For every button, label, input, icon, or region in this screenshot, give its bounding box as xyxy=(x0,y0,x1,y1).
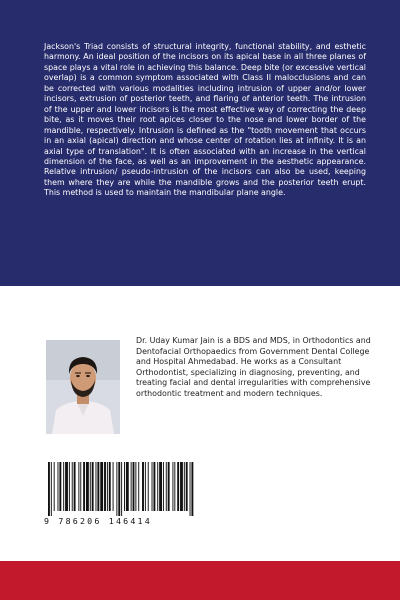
isbn-digits: 9 786206 146414 xyxy=(44,516,152,526)
barcode-bar xyxy=(126,462,129,511)
barcode-bar xyxy=(109,462,111,511)
barcode-bar xyxy=(142,462,144,511)
barcode-bar xyxy=(86,462,89,511)
book-blurb: Jackson's Triad consists of structural integrity, functional stability, and esthetic harmony. An ideal position of the incisors on its apical base in all three planes of space plays a vital role in achieving this balance. Deep bite (or excessive vertical overlap) is a common symptom associated with Class II malocclusions and can be corrected with various modalities including intrusion of upper and/or lower incisors, extrusion of posterior teeth, and flaring of anterior teeth. The intrusion of the upper and lower incisors is the most effective way of correcting the deep bite, as it moves their root apices closer to the nose and lower border of the mandible, respectively. Intrusion is defined as the "tooth movement that occurs in an axial (apical) direction and whose center of rotation lies at infinity. It is an axial type of translation". It is often associated with an increase in the vertical dimension of the face, as well as an improvement in the aesthetic appearance. Relative intrusion/ pseudo-intrusion of the incisors can also be used, keeping them where they are while the mandible grows and the posterior teeth erupt. This method is used to maintain the mandibular plane angle. xyxy=(44,42,366,198)
barcode-bar xyxy=(163,462,164,511)
barcode-bar xyxy=(118,462,120,516)
barcode-bar xyxy=(166,462,167,511)
barcode-bar xyxy=(58,462,59,511)
author-photo xyxy=(46,340,120,434)
barcode-bar xyxy=(113,462,114,511)
barcode-bar xyxy=(51,462,52,516)
barcode-bar xyxy=(180,462,183,511)
barcode-bar xyxy=(78,462,79,511)
cover-bottom-band xyxy=(0,561,400,600)
barcode-bar xyxy=(104,462,106,511)
barcode-bar xyxy=(100,462,103,511)
barcode-bar xyxy=(92,462,94,511)
barcode-bar xyxy=(174,462,175,511)
barcode-bar xyxy=(177,462,179,511)
barcode-bar xyxy=(153,462,155,511)
barcode-bar xyxy=(80,462,81,511)
cover-top-panel xyxy=(0,0,400,286)
barcode-bar xyxy=(69,462,70,511)
barcode-bar xyxy=(152,462,153,511)
barcode-bar xyxy=(63,462,64,511)
barcode-bar xyxy=(97,462,99,511)
barcode-bar xyxy=(74,462,76,511)
barcode-bar xyxy=(131,462,132,511)
barcode-bar xyxy=(72,462,73,511)
barcode-bar xyxy=(133,462,135,511)
author-portrait-icon xyxy=(46,340,120,434)
barcode-bar xyxy=(172,462,173,511)
barcode-bar xyxy=(157,462,158,511)
author-bio: Dr. Uday Kumar Jain is a BDS and MDS, in Orthodontics and Dentofacial Orthopaedics from Government Dental College and Hospital Ahmedabad. He works as a Consultant Orthodontist, specializing in diagnosing, preventing, and treating facial and dental irregularities with comprehensive orthodontic treatment and modern techniques. xyxy=(136,336,371,398)
barcode-bar xyxy=(116,462,117,516)
barcode-bar xyxy=(135,462,136,511)
barcode-bar xyxy=(138,462,139,511)
barcode-bar xyxy=(148,462,149,511)
barcode-bar xyxy=(184,462,185,511)
barcode-bar xyxy=(83,462,85,511)
barcode-bar xyxy=(168,462,170,511)
barcode-bar xyxy=(190,462,191,516)
barcode-bar xyxy=(159,462,162,511)
barcode-bars xyxy=(44,462,196,516)
barcode-bar xyxy=(59,462,61,511)
isbn-barcode xyxy=(44,462,196,528)
barcode-bar xyxy=(48,462,50,516)
barcode-bar xyxy=(54,462,55,511)
barcode-bar xyxy=(107,462,108,511)
barcode-bar xyxy=(186,462,188,511)
barcode-bar xyxy=(121,462,122,516)
barcode-bar xyxy=(124,462,125,511)
barcode-bar xyxy=(145,462,146,511)
barcode-bar xyxy=(90,462,91,511)
barcode-bar xyxy=(96,462,97,511)
barcode-bar xyxy=(191,462,193,516)
barcode-bar xyxy=(65,462,68,511)
